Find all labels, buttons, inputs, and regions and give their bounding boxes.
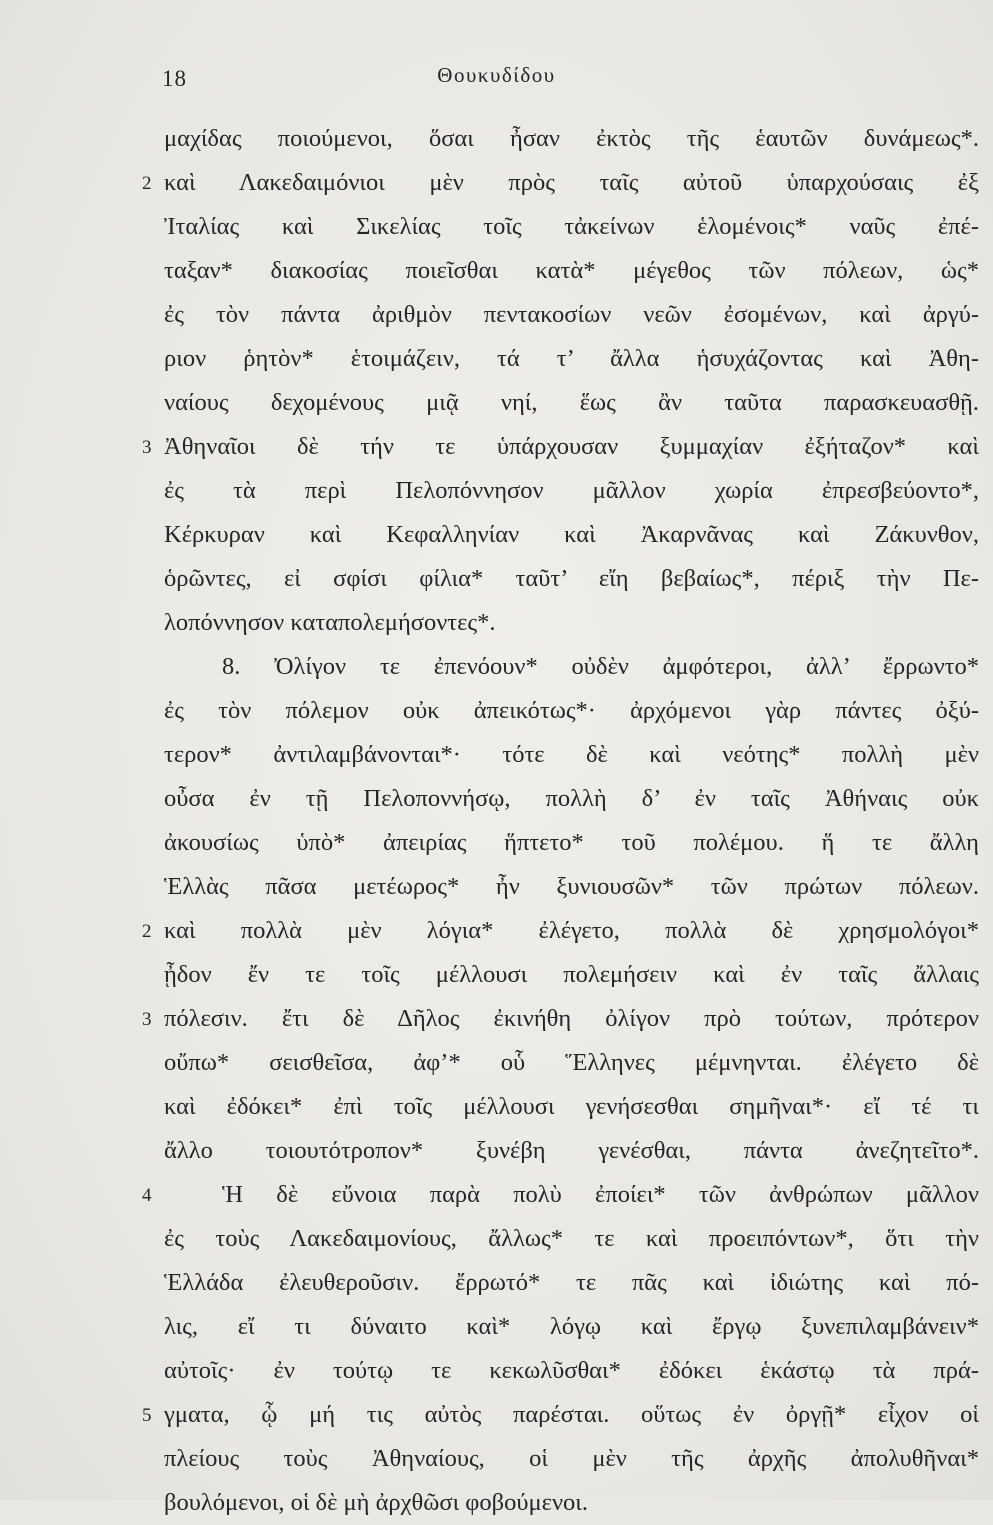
text-line: αὐτοῖς· ἐν τούτῳ τε κεκωλῦσθαι* ἐδόκει ἑκάστῳ τὰ πρά- bbox=[164, 1357, 979, 1384]
section-number bbox=[142, 1349, 158, 1393]
section-number bbox=[142, 469, 158, 513]
section-number bbox=[142, 953, 158, 997]
text-line: Ἑλλὰς πᾶσα μετέωρος* ἦν ξυνιουσῶν* τῶν πρώτων πόλεων. bbox=[164, 873, 979, 900]
text-line: τερον* ἀντιλαμβάνονται*· τότε δὲ καὶ νεότης* πολλὴ μὲν bbox=[164, 741, 979, 768]
running-head: Θουκυδίδου bbox=[437, 63, 556, 87]
section-number: 3 bbox=[142, 437, 152, 458]
section-number bbox=[142, 865, 158, 909]
section-number bbox=[142, 293, 158, 337]
text-line: ὁρῶντες, εἰ σφίσι φίλια* ταῦτ’ εἴη βεβαίως*, πέριξ τὴν Πε- bbox=[164, 565, 979, 592]
section-number: 3 bbox=[142, 1009, 152, 1030]
section-number bbox=[142, 1217, 158, 1261]
text-line: ριον ῥητὸν* ἑτοιμάζειν, τά τ’ ἄλλα ἡσυχάζοντας καὶ Ἀθη- bbox=[164, 345, 979, 372]
section-number bbox=[142, 689, 158, 733]
page-number: 18 bbox=[162, 66, 187, 91]
section-number bbox=[142, 1085, 158, 1129]
section-number bbox=[142, 645, 158, 689]
section-number bbox=[142, 381, 158, 425]
section-number bbox=[142, 205, 158, 249]
text-line: ναίους δεχομένους μιᾷ νηί, ἕως ἂν ταῦτα παρασκευασθῇ. bbox=[164, 389, 979, 416]
section-number bbox=[142, 337, 158, 381]
text-line: λις, εἴ τι δύναιτο καὶ* λόγῳ καὶ ἔργῳ ξυνεπιλαμβάνειν* bbox=[164, 1313, 979, 1340]
text-line: ταξαν* διακοσίας ποιεῖσθαι κατὰ* μέγεθος τῶν πόλεων, ὡς* bbox=[164, 257, 979, 284]
section-number bbox=[142, 1261, 158, 1305]
section-number bbox=[142, 557, 158, 601]
text-line: Ἑλλάδα ἐλευθεροῦσιν. ἔρρωτό* τε πᾶς καὶ ἰδιώτης καὶ πό- bbox=[164, 1269, 979, 1296]
section-number bbox=[142, 1129, 158, 1173]
section-number bbox=[142, 513, 158, 557]
section-number bbox=[142, 1437, 158, 1481]
text-line: ἐς τὸν πάντα ἀριθμὸν πεντακοσίων νεῶν ἐσομένων, καὶ ἀργύ- bbox=[164, 301, 979, 328]
text-line: Κέρκυραν καὶ Κεφαλληνίαν καὶ Ἀκαρνᾶνας καὶ Ζάκυνθον, bbox=[164, 521, 979, 548]
text-line: ἄλλο τοιουτότροπον* ξυνέβη γενέσθαι, πάντα ἀνεζητεῖτο*. bbox=[164, 1137, 979, 1164]
section-number bbox=[142, 117, 158, 161]
text-line: βουλόμενοι, οἱ δὲ μὴ ἀρχθῶσι φοβούμενοι. bbox=[164, 1489, 588, 1516]
text-line: καὶ Λακεδαιμόνιοι μὲν πρὸς ταῖς αὐτοῦ ὑπαρχούσαις ἐξ bbox=[164, 169, 979, 196]
section-number: 5 bbox=[142, 1405, 152, 1426]
text-line: γματα, ᾧ μή τις αὐτὸς παρέσται. οὕτως ἐν ὀργῇ* εἶχον οἱ bbox=[164, 1401, 979, 1428]
section-number bbox=[142, 249, 158, 293]
text-line: ᾖδον ἔν τε τοῖς μέλλουσι πολεμήσειν καὶ ἐν ταῖς ἄλλαις bbox=[164, 961, 979, 988]
text-line: καὶ πολλὰ μὲν λόγια* ἐλέγετο, πολλὰ δὲ χρησμολόγοι* bbox=[164, 917, 979, 944]
paragraph-opening-line: Ἡ δὲ εὔνοια παρὰ πολὺ ἐποίει* τῶν ἀνθρώπων μᾶλλον bbox=[222, 1181, 979, 1208]
text-line: μαχίδας ποιούμενοι, ὅσαι ἦσαν ἐκτὸς τῆς ἑαυτῶν δυνάμεως*. bbox=[164, 125, 979, 152]
text-line: Ἀθηναῖοι δὲ τήν τε ὑπάρχουσαν ξυμμαχίαν ἐξήταζον* καὶ bbox=[164, 433, 979, 460]
section-number: 2 bbox=[142, 173, 152, 194]
section-number bbox=[142, 733, 158, 777]
text-line: ἐς τὰ περὶ Πελοπόννησον μᾶλλον χωρία ἐπρεσβεύοντο*, bbox=[164, 477, 979, 504]
text-line: πλείους τοὺς Ἀθηναίους, οἱ μὲν τῆς ἀρχῆς ἀπολυθῆναι* bbox=[164, 1445, 979, 1472]
section-number bbox=[142, 1041, 158, 1085]
section-number bbox=[142, 777, 158, 821]
text-line: λοπόννησον καταπολεμήσοντες*. bbox=[164, 609, 496, 636]
text-line: ἐς τοὺς Λακεδαιμονίους, ἄλλως* τε καὶ προειπόντων*, ὅτι τὴν bbox=[164, 1225, 979, 1252]
section-number: 2 bbox=[142, 921, 152, 942]
text-line: οὖσα ἐν τῇ Πελοποννήσῳ, πολλὴ δ’ ἐν ταῖς Ἀθήναις οὐκ bbox=[164, 785, 979, 812]
chapter-opening-line: 8. Ὀλίγον τε ἐπενόουν* οὐδὲν ἀμφότεροι, ἀλλ’ ἔρρωντο* bbox=[222, 653, 979, 680]
text-line: πόλεσιν. ἔτι δὲ Δῆλος ἐκινήθη ὀλίγον πρὸ τούτων, πρότερον bbox=[164, 1005, 979, 1032]
text-line: καὶ ἐδόκει* ἐπὶ τοῖς μέλλουσι γενήσεσθαι σημῆναι*· εἴ τέ τι bbox=[164, 1093, 979, 1120]
section-number bbox=[142, 821, 158, 865]
text-line: ἀκουσίως ὑπὸ* ἀπειρίας ἥπτετο* τοῦ πολέμου. ἥ τε ἄλλη bbox=[164, 829, 979, 856]
section-number bbox=[142, 1481, 158, 1525]
text-line: Ἰταλίας καὶ Σικελίας τοῖς τἀκείνων ἑλομένοις* ναῦς ἐπέ- bbox=[164, 213, 979, 240]
text-line: οὔπω* σεισθεῖσα, ἀφ’* οὗ Ἕλληνες μέμνηνται. ἐλέγετο δὲ bbox=[164, 1049, 979, 1076]
section-number bbox=[142, 1305, 158, 1349]
section-number: 4 bbox=[142, 1185, 152, 1206]
text-line: ἐς τὸν πόλεμον οὐκ ἀπεικότως*· ἀρχόμενοι γὰρ πάντες ὀξύ- bbox=[164, 697, 979, 724]
section-number bbox=[142, 601, 158, 645]
